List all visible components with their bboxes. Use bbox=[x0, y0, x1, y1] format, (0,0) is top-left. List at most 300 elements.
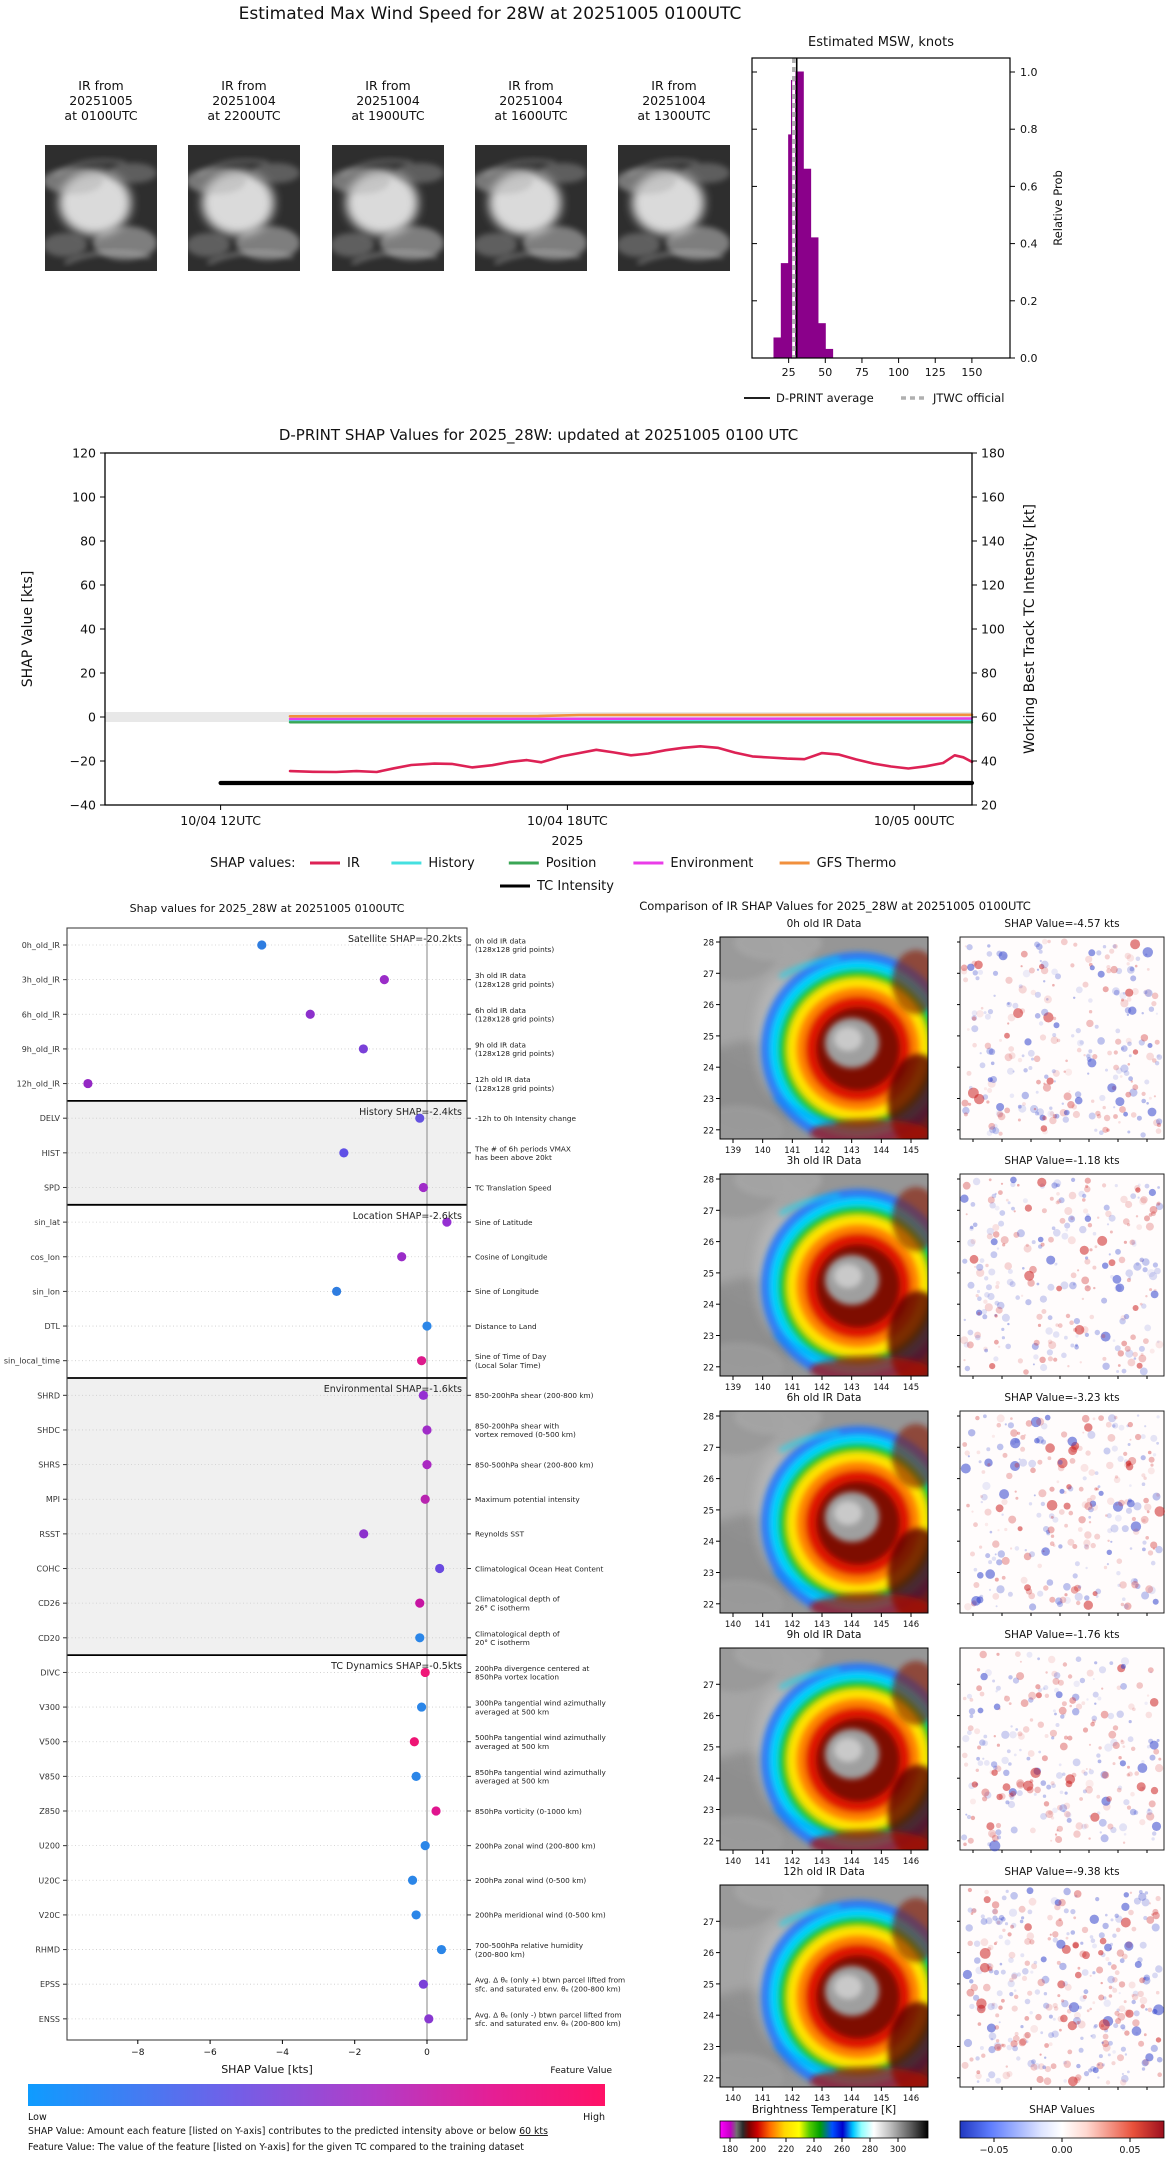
speckle bbox=[1076, 1601, 1080, 1605]
feature-label: COHC bbox=[36, 1564, 60, 1574]
speckle bbox=[1068, 1236, 1076, 1244]
speckle bbox=[1041, 1502, 1045, 1506]
speckle bbox=[971, 1816, 975, 1820]
speckle bbox=[1078, 1191, 1084, 1197]
speckle bbox=[1007, 1002, 1010, 1005]
speckle bbox=[1028, 1692, 1036, 1700]
speckle bbox=[1002, 1557, 1010, 1565]
speckle bbox=[1113, 1725, 1118, 1730]
speckle bbox=[999, 1210, 1005, 1216]
speckle bbox=[1002, 1336, 1005, 1339]
speckle bbox=[1075, 1344, 1078, 1347]
speckle bbox=[1023, 1369, 1029, 1375]
speckle bbox=[967, 1071, 972, 1076]
speckle bbox=[1014, 1989, 1017, 1992]
speckle bbox=[1093, 1678, 1095, 1680]
speckle bbox=[976, 1264, 983, 1271]
speckle bbox=[1117, 1584, 1120, 1587]
speckle bbox=[1034, 1787, 1041, 1794]
speckle bbox=[1043, 1585, 1048, 1590]
speckle bbox=[1138, 2041, 1144, 2047]
speckle bbox=[993, 1124, 998, 1129]
speckle bbox=[974, 1728, 980, 1734]
speckle bbox=[1068, 1674, 1072, 1678]
right-tick-label: 120 bbox=[981, 577, 1005, 593]
speckle bbox=[972, 1016, 976, 1020]
speckle bbox=[991, 1251, 998, 1258]
speckle bbox=[1059, 1707, 1067, 1715]
feature-label: DTL bbox=[44, 1322, 60, 1332]
speckle bbox=[1041, 1956, 1047, 1962]
beeswarm-title: Shap values for 2025_28W at 20251005 0100UTC bbox=[129, 902, 405, 915]
speckle bbox=[1043, 1795, 1046, 1798]
speckle bbox=[1074, 2012, 1081, 2019]
ir-map-image bbox=[692, 1632, 955, 1864]
speckle bbox=[984, 1896, 991, 1903]
speckle bbox=[1137, 1782, 1146, 1791]
speckle bbox=[971, 1025, 978, 1032]
speckle bbox=[999, 1132, 1003, 1136]
lat-tick-label: 24 bbox=[703, 2011, 714, 2022]
feature-annotation: (128x128 grid points) bbox=[475, 979, 555, 989]
speckle bbox=[1145, 1184, 1150, 1189]
speckle bbox=[1099, 1095, 1105, 1101]
speckle bbox=[986, 1100, 989, 1103]
speckle bbox=[1117, 1686, 1122, 1691]
speckle bbox=[1036, 1418, 1044, 1426]
x-tick-label: −6 bbox=[203, 2048, 217, 2058]
speckle bbox=[1037, 1178, 1046, 1187]
speckle bbox=[1114, 1050, 1118, 1054]
speckle bbox=[1121, 1341, 1127, 1347]
feature-label: SHDC bbox=[37, 1425, 60, 1435]
speckle bbox=[1019, 1906, 1026, 1913]
speckle bbox=[1079, 2048, 1084, 2053]
speckle bbox=[1089, 2008, 1092, 2011]
speckle bbox=[1095, 1471, 1099, 1475]
feature-annotation: (Local Solar Time) bbox=[475, 1360, 541, 1370]
speckle bbox=[1147, 968, 1150, 971]
speckle bbox=[1150, 1435, 1157, 1442]
speckle bbox=[1076, 987, 1083, 994]
speckle bbox=[1141, 1473, 1145, 1477]
speckle bbox=[984, 1276, 988, 1280]
speckle bbox=[1156, 1118, 1162, 1124]
speckle bbox=[1124, 1604, 1129, 1609]
speckle bbox=[987, 1228, 994, 1235]
speckle bbox=[1113, 1339, 1116, 1342]
speckle bbox=[1016, 1779, 1024, 1787]
speckle bbox=[1091, 1100, 1094, 1103]
speckle bbox=[1082, 1198, 1086, 1202]
speckle bbox=[1142, 1258, 1150, 1266]
y-tick-label: 0.4 bbox=[1020, 237, 1038, 251]
speckle bbox=[992, 1909, 997, 1914]
speckle bbox=[1085, 1450, 1090, 1455]
speckle bbox=[1005, 1800, 1009, 1804]
lon-tick-label: 144 bbox=[843, 1620, 860, 1630]
speckle bbox=[1118, 1121, 1121, 1124]
speckle bbox=[996, 951, 1002, 957]
feature-annotation: Maximum potential intensity bbox=[475, 1495, 580, 1505]
speckle bbox=[985, 1014, 991, 1020]
speckle bbox=[1145, 989, 1153, 997]
speckle bbox=[1147, 1269, 1155, 1277]
speckle bbox=[1029, 1502, 1032, 1505]
histogram-ylabel: Relative Prob bbox=[1051, 170, 1065, 246]
speckle bbox=[1041, 1125, 1048, 1132]
speckle bbox=[1025, 1999, 1031, 2005]
speckle bbox=[1113, 1114, 1118, 1119]
speckle bbox=[1063, 1888, 1070, 1895]
speckle bbox=[999, 1039, 1002, 1042]
speckle bbox=[1051, 1897, 1059, 1905]
speckle bbox=[1040, 2031, 1043, 2034]
speckle bbox=[1125, 2053, 1127, 2055]
speckle bbox=[1133, 1352, 1138, 1357]
lon-tick-label: 145 bbox=[902, 1383, 920, 1393]
speckle bbox=[1090, 965, 1095, 970]
speckle bbox=[994, 2044, 1001, 2051]
lon-tick-label: 141 bbox=[784, 1146, 801, 1156]
speckle bbox=[1018, 1358, 1023, 1363]
speckle bbox=[1028, 1050, 1035, 1057]
speckle bbox=[962, 1100, 969, 1107]
speckle bbox=[1079, 1226, 1086, 1233]
speckle bbox=[1134, 1898, 1141, 1905]
speckle bbox=[1131, 1112, 1137, 1118]
speckle bbox=[1044, 1801, 1049, 1806]
speckle bbox=[1020, 1447, 1025, 1452]
speckle bbox=[1030, 1468, 1036, 1474]
speckle bbox=[1037, 1460, 1042, 1465]
speckle bbox=[1090, 1813, 1099, 1822]
speckle bbox=[1034, 1056, 1041, 1063]
speckle bbox=[1055, 1323, 1058, 1326]
y-tick-label: 0.8 bbox=[1020, 123, 1038, 137]
speckle bbox=[1122, 1954, 1128, 1960]
speckle bbox=[1093, 1287, 1095, 1289]
speckle bbox=[1104, 1205, 1110, 1211]
speckle bbox=[1152, 1973, 1158, 1979]
feature-annotation: (128x128 grid points) bbox=[475, 1049, 555, 1059]
speckle bbox=[1052, 1069, 1056, 1073]
speckle bbox=[1103, 986, 1109, 992]
speckle bbox=[1001, 1236, 1009, 1244]
speckle bbox=[987, 1463, 990, 1466]
section-label: Environmental SHAP=-1.6kts bbox=[323, 1384, 462, 1395]
ir-map-image bbox=[692, 1869, 955, 2101]
speckle bbox=[986, 1447, 990, 1451]
speckle bbox=[1007, 1323, 1009, 1325]
speckle bbox=[978, 2022, 982, 2026]
feature-annotation: Cosine of Longitude bbox=[475, 1252, 548, 1262]
speckle bbox=[995, 1285, 999, 1289]
speckle bbox=[1040, 1034, 1046, 1040]
speckle bbox=[1038, 1489, 1046, 1497]
speckle bbox=[1114, 2011, 1119, 2016]
speckle bbox=[1060, 2015, 1068, 2023]
timeseries-ylabel-right: Working Best Track TC Intensity [kt] bbox=[1022, 504, 1038, 754]
lat-tick-label: 24 bbox=[703, 1063, 714, 1074]
speckle bbox=[984, 1011, 987, 1014]
figure-title: Estimated Max Wind Speed for 28W at 20251005 0100UTC bbox=[238, 4, 742, 24]
y-tick-label: 0.2 bbox=[1020, 294, 1038, 308]
speckle bbox=[1036, 1108, 1044, 1116]
feature-label: 9h_old_IR bbox=[21, 1044, 60, 1054]
speckle bbox=[1103, 945, 1106, 948]
speckle bbox=[1054, 1080, 1056, 1082]
speckle bbox=[1119, 1823, 1127, 1831]
speckle bbox=[1148, 1451, 1152, 1455]
speckle bbox=[1137, 1957, 1142, 1962]
speckle bbox=[1059, 1763, 1062, 1766]
speckle bbox=[1075, 1091, 1081, 1097]
speckle bbox=[987, 1293, 994, 1300]
speckle bbox=[989, 1049, 995, 1055]
speckle bbox=[1082, 1415, 1090, 1423]
speckle bbox=[1134, 2010, 1140, 2016]
speckle bbox=[1120, 999, 1128, 1007]
speckle bbox=[977, 1296, 982, 1301]
speckle bbox=[1128, 1359, 1136, 1367]
speckle bbox=[1061, 1431, 1067, 1437]
feature-annotation: (128x128 grid points) bbox=[475, 1083, 555, 1093]
speckle bbox=[1097, 1236, 1107, 1246]
speckle bbox=[1130, 1547, 1133, 1550]
shap-dot-U20C bbox=[408, 1876, 417, 1885]
histogram-bar bbox=[825, 349, 832, 358]
speckle bbox=[1128, 1443, 1131, 1446]
speckle bbox=[1095, 1330, 1100, 1335]
speckle bbox=[1047, 1915, 1053, 1921]
speckle bbox=[1061, 939, 1068, 946]
speckle bbox=[998, 2006, 1002, 2010]
speckle bbox=[960, 1195, 968, 1203]
speckle bbox=[1071, 1272, 1077, 1278]
speckle bbox=[970, 1552, 975, 1557]
speckle bbox=[980, 1495, 983, 1498]
speckle bbox=[1087, 1498, 1092, 1503]
speckle bbox=[996, 1794, 1002, 1800]
speckle bbox=[977, 1746, 981, 1750]
speckle bbox=[993, 1840, 995, 1842]
speckle bbox=[1038, 1751, 1041, 1754]
speckle bbox=[965, 1814, 967, 1816]
speckle bbox=[977, 2005, 986, 2014]
speckle bbox=[1132, 988, 1139, 995]
speckle bbox=[995, 1578, 999, 1582]
speckle bbox=[1116, 1928, 1121, 1933]
feature-annotation: 12h old IR data bbox=[475, 1075, 531, 1085]
speckle bbox=[993, 1231, 1000, 1238]
speckle bbox=[1094, 1129, 1097, 1132]
speckle bbox=[1015, 1497, 1018, 1500]
speckle bbox=[1142, 1519, 1146, 1523]
speckle bbox=[1071, 1930, 1076, 1935]
speckle bbox=[1051, 2063, 1057, 2069]
speckle bbox=[961, 1834, 967, 1840]
speckle bbox=[1128, 1772, 1133, 1777]
ir-map-title: 0h old IR Data bbox=[786, 918, 862, 930]
speckle bbox=[1103, 1106, 1106, 1109]
speckle bbox=[988, 2071, 995, 2078]
speckle bbox=[1029, 1603, 1036, 1610]
speckle bbox=[1036, 1692, 1042, 1698]
speckle bbox=[1010, 1547, 1012, 1549]
feature-annotation: 26° C isotherm bbox=[475, 1603, 530, 1613]
speckle bbox=[1115, 1097, 1124, 1106]
shap-dot-V500 bbox=[410, 1737, 419, 1746]
speckle bbox=[1132, 2026, 1142, 2036]
speckle bbox=[1009, 1909, 1017, 1917]
speckle bbox=[1141, 1303, 1146, 1308]
speckle bbox=[1111, 1964, 1117, 1970]
speckle bbox=[967, 944, 973, 950]
speckle bbox=[1080, 2037, 1083, 2040]
speckle bbox=[1098, 1950, 1103, 1955]
speckle bbox=[996, 1504, 1004, 1512]
speckle bbox=[1145, 954, 1147, 956]
speckle bbox=[988, 1009, 993, 1014]
speckle bbox=[1008, 1014, 1016, 1022]
speckle bbox=[1012, 1003, 1018, 1009]
speckle bbox=[1011, 1923, 1016, 1928]
speckle bbox=[1112, 2050, 1116, 2054]
speckle bbox=[1018, 1058, 1022, 1062]
speckle bbox=[1124, 1942, 1133, 1951]
speckle bbox=[1008, 1980, 1015, 1987]
speckle bbox=[1156, 1202, 1160, 1206]
shap-colorbar-label: SHAP Values bbox=[1029, 2104, 1095, 2116]
speckle bbox=[1040, 1364, 1047, 1371]
speckle bbox=[973, 1582, 979, 1588]
speckle bbox=[1044, 2057, 1046, 2059]
speckle bbox=[968, 1282, 975, 1289]
speckle bbox=[1028, 1460, 1036, 1468]
speckle bbox=[1145, 2008, 1148, 2011]
speckle bbox=[1037, 1564, 1042, 1569]
speckle bbox=[992, 1593, 999, 1600]
speckle bbox=[967, 1694, 972, 1699]
speckle bbox=[1142, 1482, 1146, 1486]
histogram-bar bbox=[811, 238, 818, 358]
speckle bbox=[1122, 1525, 1129, 1532]
lat-tick-label: 25 bbox=[703, 1743, 714, 1754]
lat-tick-label: 22 bbox=[703, 1600, 714, 1611]
speckle bbox=[1089, 1248, 1092, 1251]
bt-colorbar-label: Brightness Temperature [K] bbox=[751, 2104, 897, 2116]
feature-label: 3h_old_IR bbox=[21, 975, 60, 985]
speckle bbox=[1104, 1448, 1111, 1455]
feature-annotation: Sine of Longitude bbox=[475, 1287, 539, 1297]
speckle bbox=[962, 2062, 969, 2069]
speckle bbox=[1156, 1128, 1162, 1134]
speckle bbox=[1127, 1278, 1131, 1282]
shap-map-title: SHAP Value=-9.38 kts bbox=[1004, 1866, 1120, 1878]
speckle bbox=[1006, 2065, 1008, 2067]
lat-tick-label: 26 bbox=[703, 1712, 714, 1723]
speckle bbox=[981, 1789, 989, 1797]
speckle bbox=[1147, 1809, 1153, 1815]
speckle bbox=[961, 965, 968, 972]
shap-dot-Z850 bbox=[431, 1806, 440, 1815]
shap-dot-9h_old_IR bbox=[359, 1044, 368, 1053]
feature-annotation: 700-500hPa relative humidity bbox=[475, 1941, 584, 1951]
speckle bbox=[1129, 1054, 1132, 1057]
lat-tick-label: 25 bbox=[703, 1032, 714, 1043]
speckle bbox=[1081, 1277, 1089, 1285]
speckle bbox=[1120, 1196, 1127, 1203]
speckle bbox=[1069, 1697, 1076, 1704]
speckle bbox=[1041, 1309, 1046, 1314]
speckle bbox=[1102, 1357, 1106, 1361]
speckle bbox=[1141, 1760, 1144, 1763]
speckle bbox=[998, 1190, 1003, 1195]
speckle bbox=[1140, 1132, 1145, 1137]
shap-map-title: SHAP Value=-1.76 kts bbox=[1004, 1629, 1120, 1641]
speckle bbox=[1139, 1977, 1145, 1983]
lon-tick-label: 142 bbox=[784, 2094, 801, 2104]
speckle bbox=[1136, 1224, 1142, 1230]
speckle bbox=[1067, 1818, 1072, 1823]
speckle bbox=[1065, 1060, 1068, 1063]
speckle bbox=[1121, 1603, 1124, 1606]
speckle bbox=[1152, 1909, 1158, 1915]
speckle bbox=[1101, 1982, 1103, 1984]
speckle bbox=[1094, 2024, 1098, 2028]
lat-tick-label: 23 bbox=[703, 1332, 714, 1342]
speckle bbox=[1021, 1295, 1023, 1297]
speckle bbox=[973, 970, 978, 975]
speckle bbox=[969, 2004, 974, 2009]
footnote-feature-value: Feature Value: The value of the feature [listed on Y-axis] for the given TC compared to the training dataset bbox=[28, 2142, 524, 2153]
speckle bbox=[1004, 1033, 1010, 1039]
lon-tick-label: 143 bbox=[813, 2094, 831, 2104]
speckle bbox=[1008, 1762, 1012, 1766]
speckle bbox=[1105, 1957, 1109, 1961]
left-tick-label: 100 bbox=[72, 489, 96, 505]
speckle bbox=[1122, 2073, 1124, 2075]
speckle bbox=[1019, 1749, 1022, 1752]
speckle bbox=[1054, 1713, 1057, 1716]
speckle bbox=[989, 1589, 991, 1591]
speckle bbox=[1145, 1295, 1147, 1297]
speckle bbox=[1003, 2072, 1011, 2080]
speckle bbox=[1144, 1215, 1150, 1221]
right-tick-label: 60 bbox=[981, 709, 997, 725]
speckle bbox=[1129, 1484, 1132, 1487]
speckle bbox=[1074, 1681, 1080, 1687]
speckle bbox=[1155, 1965, 1162, 1972]
lat-tick-label: 28 bbox=[703, 938, 714, 949]
speckle bbox=[978, 970, 983, 975]
colorbar-high-label: High bbox=[583, 2112, 605, 2123]
speckle bbox=[969, 2057, 973, 2061]
speckle bbox=[1049, 2042, 1053, 2046]
lat-tick-label: 22 bbox=[703, 2074, 714, 2085]
speckle bbox=[991, 2038, 994, 2041]
speckle bbox=[1115, 1029, 1120, 1034]
speckle bbox=[1004, 1528, 1007, 1531]
speckle bbox=[999, 1935, 1003, 1939]
speckle bbox=[1115, 1249, 1121, 1255]
speckle bbox=[1120, 2079, 1126, 2085]
speckle bbox=[978, 1760, 984, 1766]
speckle bbox=[1130, 1439, 1132, 1441]
speckle bbox=[1130, 1334, 1136, 1340]
speckle bbox=[963, 1359, 965, 1361]
